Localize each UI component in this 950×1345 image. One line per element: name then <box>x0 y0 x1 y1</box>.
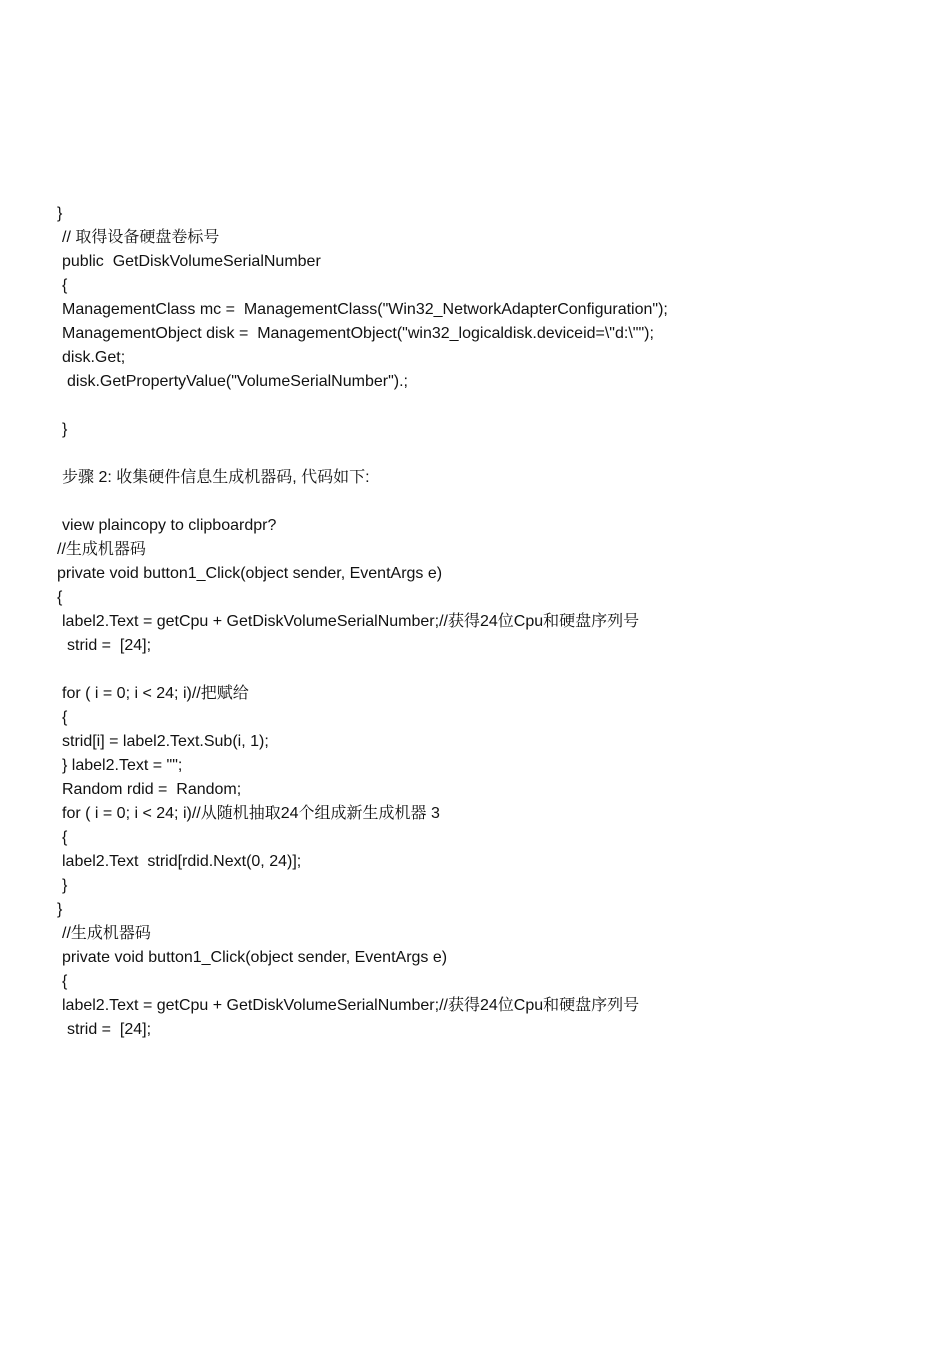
code-line: { <box>62 829 68 846</box>
code-line: ManagementObject disk = ManagementObject("win32_logicaldisk.deviceid=\"d:\""); <box>62 325 654 342</box>
code-line: } label2.Text = ""; <box>62 757 183 774</box>
code-comment: //生成机器码 <box>57 541 146 558</box>
code-line: { <box>57 589 63 606</box>
code-line: } <box>62 877 68 894</box>
code-line: { <box>62 277 68 294</box>
code-line: disk.GetPropertyValue("VolumeSerialNumber").; <box>67 373 408 390</box>
code-line: strid = [24]; <box>67 637 152 654</box>
code-line: disk.Get; <box>62 349 126 366</box>
code-line: } <box>57 901 63 918</box>
code-line: } <box>57 205 63 222</box>
code-line: strid = [24]; <box>67 1021 152 1038</box>
code-line: label2.Text = getCpu + GetDiskVolumeSerialNumber;//获得24位Cpu和硬盘序列号 <box>62 613 640 630</box>
code-line: { <box>62 709 68 726</box>
code-line: label2.Text = getCpu + GetDiskVolumeSerialNumber;//获得24位Cpu和硬盘序列号 <box>62 997 640 1014</box>
code-comment: // 取得设备硬盘卷标号 <box>62 229 220 246</box>
code-line: { <box>62 973 68 990</box>
code-line: private void button1_Click(object sender, EventArgs e) <box>57 565 443 582</box>
code-line: } <box>62 421 68 438</box>
code-line: Random rdid = Random; <box>62 781 242 798</box>
code-comment: //生成机器码 <box>62 925 151 942</box>
view-plaincopy-text: view plaincopy to clipboardpr? <box>62 517 277 534</box>
code-line: private void button1_Click(object sender, EventArgs e) <box>62 949 448 966</box>
code-line: public GetDiskVolumeSerialNumber <box>62 253 321 270</box>
code-line: ManagementClass mc = ManagementClass("Win32_NetworkAdapterConfiguration"); <box>62 301 668 318</box>
code-line: strid[i] = label2.Text.Sub(i, 1); <box>62 733 269 750</box>
code-line: for ( i = 0; i < 24; i)//把赋给 <box>62 685 249 702</box>
step-heading: 步骤 2: 收集硬件信息生成机器码, 代码如下: <box>62 469 370 486</box>
code-line: for ( i = 0; i < 24; i)//从随机抽取24个组成新生成机器 3 <box>62 805 440 822</box>
code-line: label2.Text strid[rdid.Next(0, 24)]; <box>62 853 302 870</box>
